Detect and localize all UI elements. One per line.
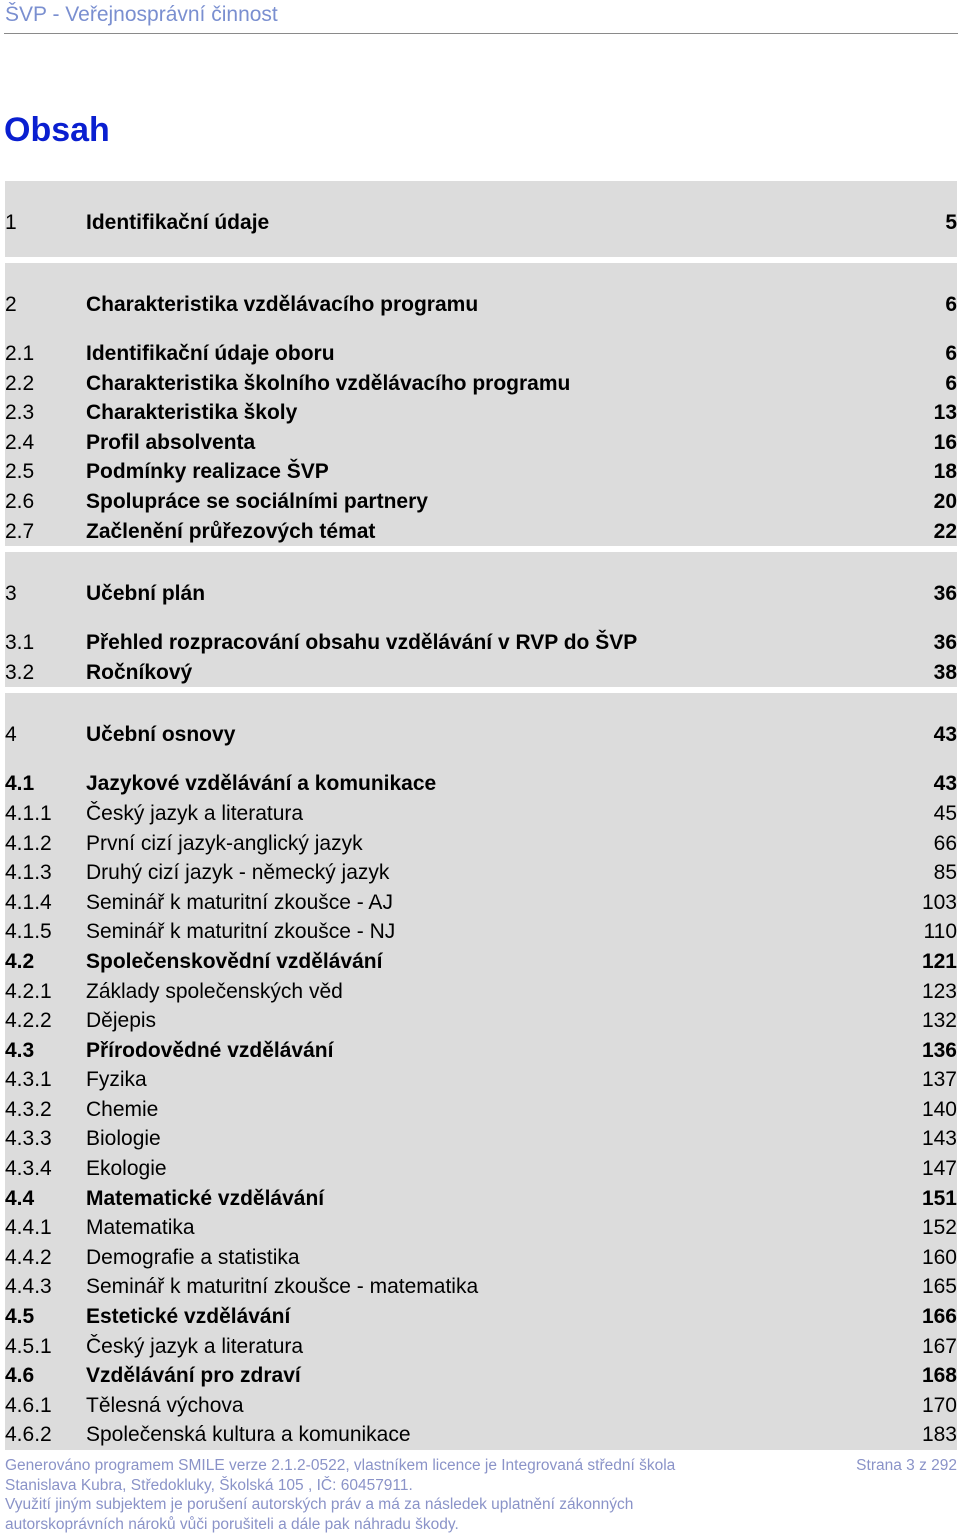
toc-entry-title: Seminář k maturitní zkoušce - AJ — [86, 890, 393, 914]
toc-entry-title: Podmínky realizace ŠVP — [86, 460, 329, 484]
toc-entry-page: 140 — [921, 1097, 957, 1121]
toc-entry-page: 6 — [945, 293, 957, 316]
toc-entry-number: 4.6.1 — [5, 1393, 52, 1417]
toc-entry[interactable] — [5, 263, 957, 339]
toc-entry-page: 36 — [933, 631, 957, 655]
toc-entry-number: 4.4 — [5, 1186, 35, 1210]
toc-entry-number: 4.1 — [5, 772, 35, 796]
toc-entry-title: Charakteristika školy — [86, 401, 298, 425]
toc-entry-title: Tělesná výchova — [86, 1393, 244, 1417]
toc-entry-number: 4.2.1 — [5, 979, 52, 1003]
toc-entry-number: 4.6.2 — [5, 1423, 52, 1447]
document-footer — [5, 1456, 957, 1534]
toc-entry-page: 36 — [933, 582, 957, 606]
document-header — [0, 0, 960, 34]
footer-line — [5, 1456, 957, 1476]
toc-section — [5, 693, 957, 1450]
toc-entry[interactable] — [5, 1006, 957, 1036]
toc-entry-number: 4.1.5 — [5, 920, 52, 944]
toc-entry[interactable] — [5, 917, 957, 947]
toc-entry-page: 18 — [933, 460, 957, 484]
toc-entry-page: 45 — [933, 801, 957, 825]
toc-section — [5, 552, 957, 687]
toc-entry-page: 165 — [921, 1275, 957, 1299]
toc-entry-title: Jazykové vzdělávání a komunikace — [86, 772, 437, 796]
toc-entry-number: 4.1.2 — [5, 831, 52, 855]
header-divider — [4, 33, 958, 34]
toc-entry-page: 160 — [921, 1245, 957, 1269]
toc-entry[interactable] — [5, 1302, 957, 1332]
toc-section — [5, 263, 957, 546]
toc-entry-title: Identifikační údaje — [86, 211, 270, 234]
toc-entry[interactable] — [5, 1154, 957, 1184]
toc-entry-title: První cizí jazyk-anglický jazyk — [86, 831, 363, 855]
toc-entry-title: Estetické vzdělávání — [86, 1305, 291, 1329]
toc-entry-title: Biologie — [86, 1127, 161, 1151]
toc-entry-page: 22 — [933, 519, 957, 543]
toc-entry-title: Učební plán — [86, 582, 206, 606]
toc-entry-number: 4.3 — [5, 1038, 35, 1062]
toc-entry[interactable] — [5, 658, 957, 688]
toc-entry-page: 167 — [921, 1334, 957, 1358]
toc-entry-page: 136 — [921, 1038, 957, 1062]
toc-entry[interactable] — [5, 1213, 957, 1243]
toc-entry-title: Identifikační údaje oboru — [86, 342, 335, 365]
toc-entry[interactable] — [5, 628, 957, 658]
footer-address-text: Stanislava Kubra, Středokluky, Školská 105 , IČ: 60457911. — [5, 1476, 413, 1494]
toc-entry[interactable] — [5, 369, 957, 399]
page-number: Strana 3 z 292 — [856, 1457, 957, 1474]
toc-entry-title: Profil absolventa — [86, 430, 256, 454]
toc-entry-page: 5 — [945, 211, 957, 234]
toc-entry[interactable] — [5, 799, 957, 829]
toc-entry-number: 2 — [5, 293, 17, 316]
toc-entry[interactable] — [5, 457, 957, 487]
toc-entry-number: 4.2 — [5, 949, 35, 973]
toc-entry-number: 4.3.3 — [5, 1127, 52, 1151]
toc-entry-number: 4.4.1 — [5, 1216, 52, 1240]
toc-entry-number: 2.6 — [5, 489, 35, 513]
page-title: Obsah — [4, 111, 110, 149]
toc-entry-title: Seminář k maturitní zkoušce - matematika — [86, 1275, 479, 1299]
toc-entry[interactable] — [5, 1272, 957, 1302]
toc-entry-page: 103 — [921, 890, 957, 914]
footer-line — [5, 1515, 957, 1535]
toc-entry[interactable] — [5, 487, 957, 517]
toc-entry-number: 4.3.4 — [5, 1157, 52, 1181]
toc-entry-page: 183 — [921, 1423, 957, 1447]
toc-entry-page: 166 — [921, 1305, 957, 1329]
toc-entry[interactable] — [5, 1184, 957, 1214]
toc-entry-number: 4.5.1 — [5, 1334, 52, 1358]
toc-entry-title: Druhý cizí jazyk - německý jazyk — [86, 861, 390, 885]
toc-entry-title: Charakteristika vzdělávacího programu — [86, 293, 479, 316]
toc-entry[interactable] — [5, 1243, 957, 1273]
toc-section — [5, 181, 957, 257]
toc-entry-title: Spolupráce se sociálními partnery — [86, 489, 428, 513]
toc-entry[interactable] — [5, 829, 957, 859]
toc-entry-number: 4.2.2 — [5, 1009, 52, 1033]
toc-entry-title: Začlenění průřezových témat — [86, 519, 376, 543]
toc-entry-page: 152 — [921, 1216, 957, 1240]
footer-copyright-text: Využití jiným subjektem je porušení autorských práv a má za následek uplatnění zákonných — [5, 1496, 634, 1513]
toc-entry-title: Ročníkový — [86, 660, 193, 684]
toc-entry-number: 3.2 — [5, 660, 35, 684]
toc-entry-title: Dějepis — [86, 1009, 157, 1033]
header-text: ŠVP - Veřejnosprávní činnost — [5, 3, 278, 26]
toc-entry[interactable] — [5, 1095, 957, 1125]
toc-entry[interactable] — [5, 769, 957, 799]
toc-entry-page: 43 — [933, 772, 957, 796]
toc-entry[interactable] — [5, 1420, 957, 1450]
toc-entry-number: 4.3.2 — [5, 1097, 52, 1121]
toc-entry-title: Společenská kultura a komunikace — [86, 1423, 411, 1447]
toc-entry-title: Český jazyk a literatura — [86, 801, 304, 825]
toc-entry-number: 4.3.1 — [5, 1068, 52, 1092]
footer-line — [5, 1476, 957, 1496]
toc-entry-page: 6 — [945, 342, 957, 365]
toc-entry-title: Demografie a statistika — [86, 1245, 300, 1269]
footer-line — [5, 1495, 957, 1515]
toc-entry-title: Ekologie — [86, 1157, 167, 1181]
toc-entry-title: Přírodovědné vzdělávání — [86, 1038, 334, 1062]
toc-entry[interactable] — [5, 888, 957, 918]
toc-entry-title: Společenskovědní vzdělávání — [86, 949, 383, 973]
toc-entry-title: Fyzika — [86, 1068, 147, 1092]
toc-entry[interactable] — [5, 1124, 957, 1154]
toc-entry-page: 85 — [933, 861, 957, 885]
toc-entry-page: 151 — [921, 1186, 957, 1210]
toc-entry-number: 2.2 — [5, 371, 35, 395]
toc-entry-page: 110 — [923, 920, 957, 944]
toc-entry-number: 3.1 — [5, 631, 35, 655]
toc-entry[interactable] — [5, 517, 957, 547]
footer-generated-text: Generováno programem SMILE verze 2.1.2-0522, vlastníkem licence je Integrovaná střední škola — [5, 1457, 676, 1474]
toc-entry-number: 2.7 — [5, 519, 35, 543]
toc-entry-title: Charakteristika školního vzdělávacího programu — [86, 371, 571, 395]
table-of-contents — [5, 181, 957, 1456]
footer-copyright-text-continued: autorskoprávních nároků vůči porušiteli a dále pak náhradu škody. — [5, 1515, 459, 1533]
toc-entry-title: Přehled rozpracování obsahu vzdělávání v RVP do ŠVP — [86, 631, 638, 655]
toc-entry-title: Učební osnovy — [86, 723, 236, 747]
toc-entry-page: 132 — [921, 1009, 957, 1033]
toc-entry-number: 4.5 — [5, 1305, 35, 1329]
toc-entry[interactable] — [5, 858, 957, 888]
toc-entry-page: 66 — [933, 831, 957, 855]
toc-entry-title: Seminář k maturitní zkoušce - NJ — [86, 920, 396, 944]
toc-entry-title: Chemie — [86, 1097, 159, 1121]
toc-entry[interactable] — [5, 977, 957, 1007]
toc-entry-number: 4.6 — [5, 1364, 35, 1388]
toc-entry-page: 147 — [921, 1157, 957, 1181]
toc-entry-page: 13 — [933, 401, 957, 425]
toc-entry[interactable] — [5, 181, 957, 257]
toc-entry[interactable] — [5, 693, 957, 769]
toc-entry[interactable] — [5, 1065, 957, 1095]
toc-entry-page: 20 — [933, 489, 957, 513]
toc-entry-number: 2.5 — [5, 460, 35, 484]
toc-entry-number: 4 — [5, 723, 17, 747]
toc-entry-page: 123 — [921, 979, 957, 1003]
toc-entry[interactable] — [5, 428, 957, 458]
toc-entry[interactable] — [5, 1332, 957, 1362]
toc-entry-number: 2.1 — [5, 342, 35, 365]
toc-entry-page: 137 — [921, 1068, 957, 1092]
toc-entry-number: 2.4 — [5, 430, 35, 454]
toc-entry-title: Matematika — [86, 1216, 195, 1240]
toc-entry-page: 38 — [933, 660, 957, 684]
toc-entry[interactable] — [5, 947, 957, 977]
toc-entry-page: 43 — [933, 723, 957, 747]
toc-entry-title: Český jazyk a literatura — [86, 1334, 304, 1358]
toc-entry-page: 16 — [933, 430, 957, 454]
toc-entry-page: 168 — [921, 1364, 957, 1388]
toc-entry[interactable] — [5, 339, 957, 369]
toc-entry-number: 4.1.1 — [5, 801, 52, 825]
toc-entry[interactable] — [5, 1361, 957, 1391]
toc-entry-title: Matematické vzdělávání — [86, 1186, 325, 1210]
toc-entry-page: 121 — [921, 949, 957, 973]
toc-entry-number: 2.3 — [5, 401, 35, 425]
toc-entry-number: 4.1.4 — [5, 890, 52, 914]
toc-entry[interactable] — [5, 1391, 957, 1421]
toc-entry[interactable] — [5, 398, 957, 428]
toc-entry-title: Základy společenských věd — [86, 979, 343, 1003]
toc-entry-number: 3 — [5, 582, 17, 606]
toc-entry[interactable] — [5, 1036, 957, 1066]
toc-entry-number: 4.4.2 — [5, 1245, 52, 1269]
toc-entry-number: 4.1.3 — [5, 861, 52, 885]
toc-entry-number: 4.4.3 — [5, 1275, 52, 1299]
toc-entry-number: 1 — [5, 211, 17, 234]
toc-entry-page: 6 — [945, 371, 957, 395]
toc-entry-page: 170 — [921, 1393, 957, 1417]
toc-entry-title: Vzdělávání pro zdraví — [86, 1364, 301, 1388]
toc-entry-page: 143 — [921, 1127, 957, 1151]
toc-entry[interactable] — [5, 552, 957, 628]
